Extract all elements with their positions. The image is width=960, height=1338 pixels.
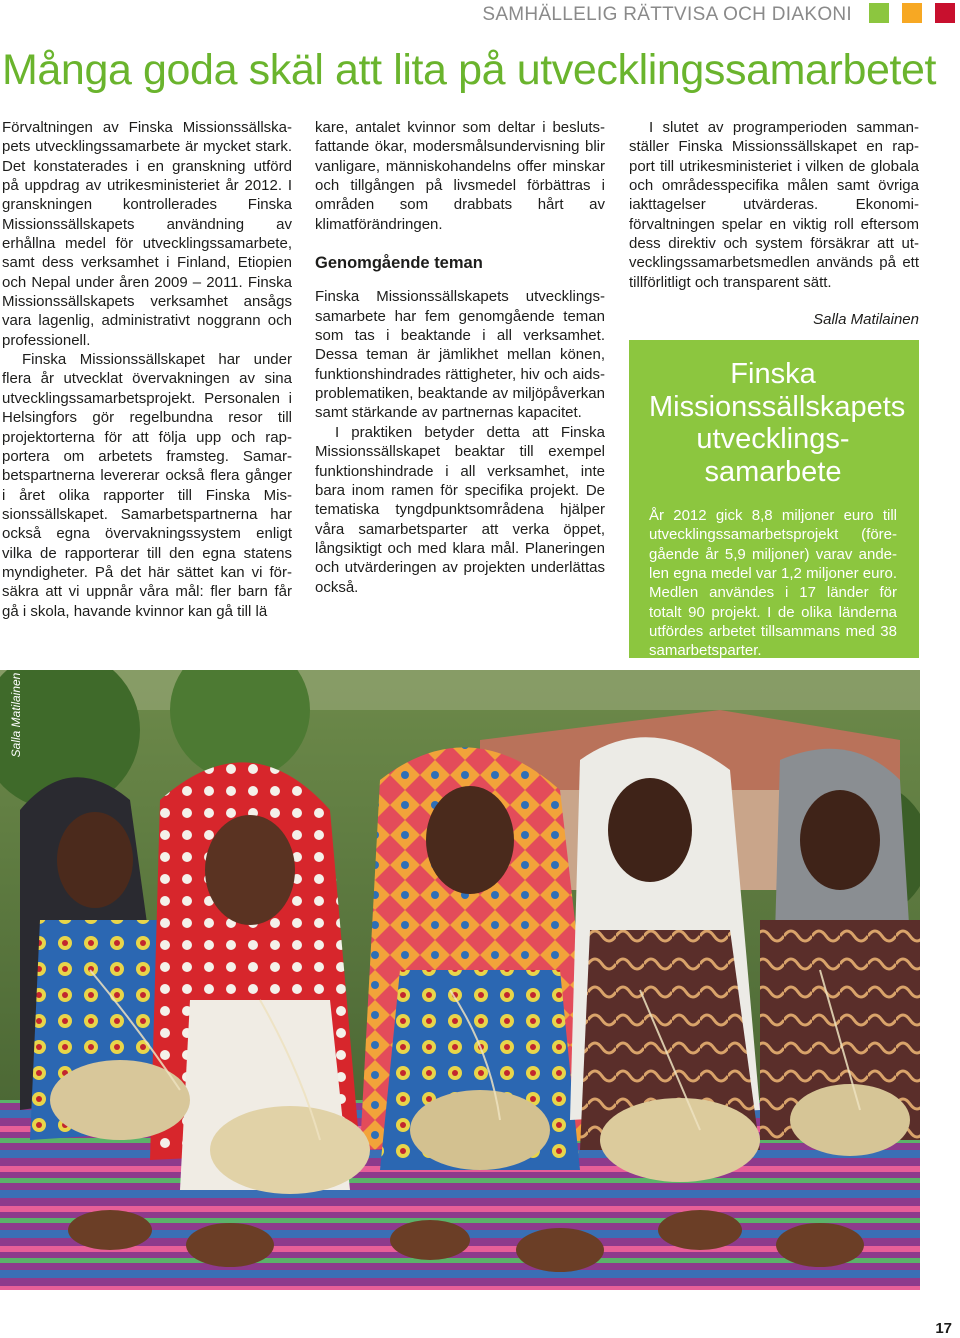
orange-square-icon xyxy=(902,3,922,23)
article-title: Många goda skäl att lita på utvecklingssamarbetet xyxy=(2,46,937,94)
section-label: SAMHÄLLELIG RÄTTVISA OCH DIAKONI xyxy=(482,4,852,25)
fact-box-title: Finska Missionssällskapets utvecklingssamarbete xyxy=(649,358,906,488)
paragraph: Förvaltningen av Finska Missionssällskapets utvecklingssamarbete är mycket stark. Det konstaterades i en granskning utförd på uppdrag av utrikesministeriet år 2012. I granskningen kontrollerades Finska Missionssällskapets användning av erhållna medel för utvecklingssamarbete, samt dess verksamhet i Finland, Etiopien och Nepal under åren 2009 – 2011. Finska Missionssällskapets verksamhet ansågs vara lagenlig, administrativt noggrann och professionell. xyxy=(2,119,292,349)
green-square-icon xyxy=(869,3,889,23)
article-column-1 xyxy=(2,118,292,621)
author-byline: Salla Matilainen xyxy=(813,311,919,329)
article-column-2 xyxy=(315,118,605,597)
subheading: Genomgående teman xyxy=(315,254,483,273)
paragraph: I slutet av programperioden sammanställer Finska Missionssällskapet en rapport till utrikesministeriet i vilken de globala och områdesspecifika målen samt övriga iakttagelser utvärderas. Ekonomiförvaltningen spelar en viktig roll eftersom dess direktiv och system försäkrar att utvecklingssamarbetsmedlen används på ett tillförlitligt och transparent sätt. xyxy=(629,119,919,291)
fact-box xyxy=(629,340,919,658)
photo-credit xyxy=(6,668,23,768)
women-weaving-photo xyxy=(0,670,920,1290)
page-header xyxy=(0,0,960,34)
fact-box-body: År 2012 gick 8,8 miljoner euro till utvecklingssamarbetsprojekt (föregående år 5,9 miljoner) varav andelen egna medel var 1,2 miljoner euro. Medlen användes i 17 länder för totalt 90 projekt. I de olika länderna utfördes arbetet tillsammans med 38 samarbetsparter. xyxy=(649,507,897,660)
article-photo xyxy=(0,670,920,1290)
paragraph: Finska Missionssällskapet har under flera år utvecklat övervakningen av sina utvecklingssamarbetsprojekt. Personalen i Helsingfors gör regelbundna resor till projektorterna för att följa upp och rapportera om arbetets framsteg. Samarbetspartnerna levererar också flera gånger i året olika rapporter till Finska Missionssällskapet. Samarbetspartnerna har också egna övervakningssystem enligt vilka de rapporterar till den egna statens myndigheter. På det här sättet kan vi försäkra att vi uppnår våra mål: fler barn får gå i skola, havande kvinnor kan gå till lä xyxy=(2,351,292,620)
paragraph: Finska Missionssällskapets utvecklingssamarbete har fem genomgående teman som tas i beaktande i all verksamhet. Dessa teman är jämlikhet mellan könen, funktionshindrades rättigheter, hiv och aids-problematiken, beaktande av miljöpåverkan samt stärkande av partnernas kapacitet. xyxy=(315,288,605,422)
article-column-3 xyxy=(629,118,919,329)
paragraph: kare, antalet kvinnor som deltar i beslutsfattande ökar, modersmålsundervisning blir vanligare, människohandelns offer minskar och tillgången på livsmedel förbättras i områden som drabbats hårt av klimatförändringen. xyxy=(315,119,605,233)
page-number: 17 xyxy=(935,1320,952,1337)
paragraph: I praktiken betyder detta att Finska Missionssällskapet beaktar till exempel funktionshindrade i all verksamhet, inte bara inom ramen för specifika projekt. De tematiska tyngdpunktsområdena hjälper våra samarbetsparter att verka öppet, långsiktigt och med klara mål. Planeringen och utvärderingen av projekten underlättas också. xyxy=(315,423,605,596)
red-square-icon xyxy=(935,3,955,23)
photo-credit-text: Salla Matilainen xyxy=(9,672,23,758)
